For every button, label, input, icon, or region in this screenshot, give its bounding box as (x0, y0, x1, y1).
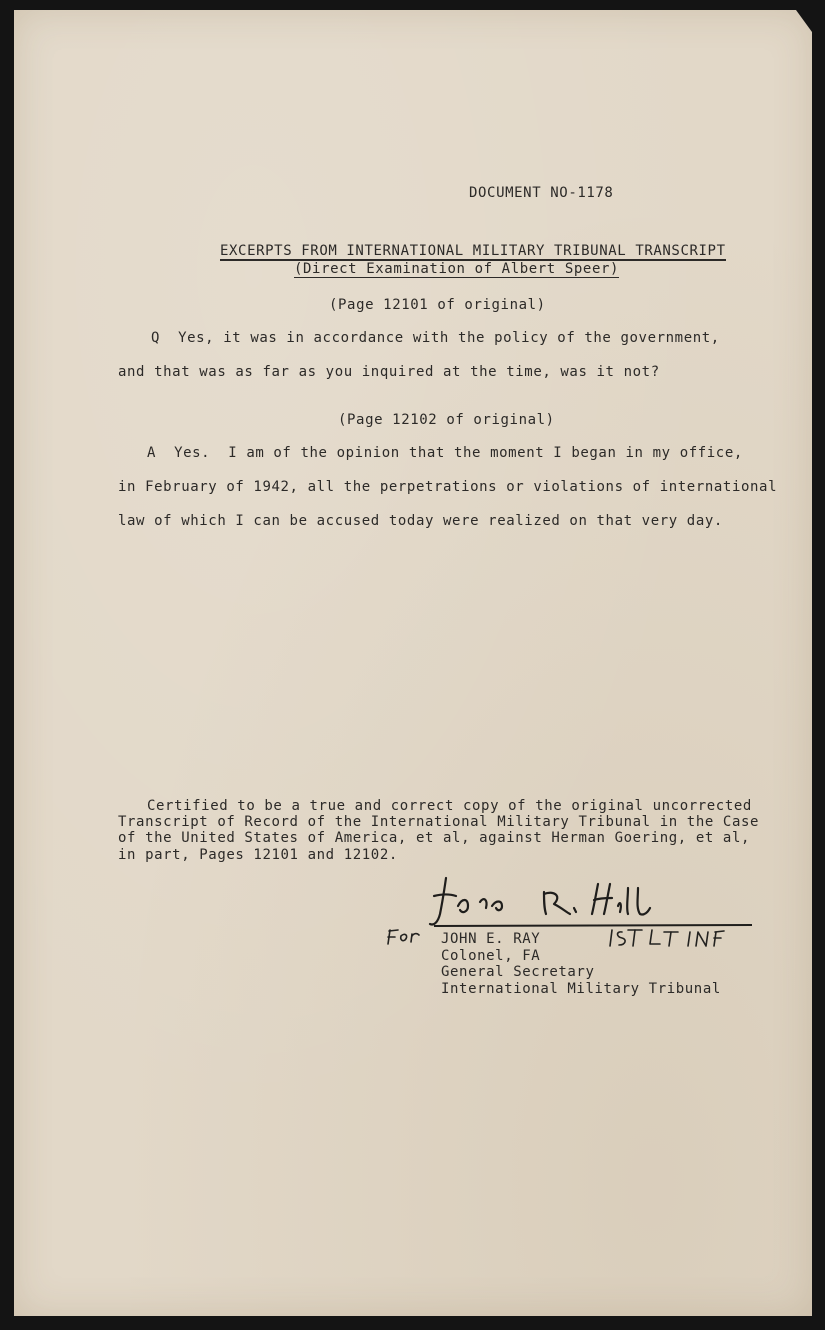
certification-line: of the United States of America, et al, against Herman Goering, et al, (118, 830, 751, 846)
answer-line: A Yes. I am of the opinion that the moment I began in my office, (147, 445, 743, 461)
signatory-rank: Colonel, FA (441, 948, 541, 964)
document-page (14, 10, 812, 1316)
page-reference: (Page 12101 of original) (329, 297, 546, 313)
page-reference: (Page 12102 of original) (338, 412, 555, 428)
question-line: Q Yes, it was in accordance with the policy of the government, (151, 330, 720, 346)
certification-line: Certified to be a true and correct copy of the original uncorrected (147, 798, 752, 814)
document-subheading: (Direct Examination of Albert Speer) (294, 261, 620, 277)
answer-line: in February of 1942, all the perpetrations or violations of international (118, 479, 778, 495)
certification-line: Transcript of Record of the International Military Tribunal in the Case (118, 814, 760, 830)
signatory-name: JOHN E. RAY (441, 931, 541, 947)
document-number: DOCUMENT NO-1178 (469, 185, 614, 201)
signatory-title: General Secretary (441, 964, 595, 980)
answer-line: law of which I can be accused today were realized on that very day. (118, 513, 723, 529)
signatory-organization: International Military Tribunal (441, 981, 721, 997)
page-corner-fold (796, 10, 812, 32)
document-heading: EXCERPTS FROM INTERNATIONAL MILITARY TRIBUNAL TRANSCRIPT (220, 243, 726, 259)
question-line: and that was as far as you inquired at the time, was it not? (118, 364, 660, 380)
certification-line: in part, Pages 12101 and 12102. (118, 847, 398, 863)
